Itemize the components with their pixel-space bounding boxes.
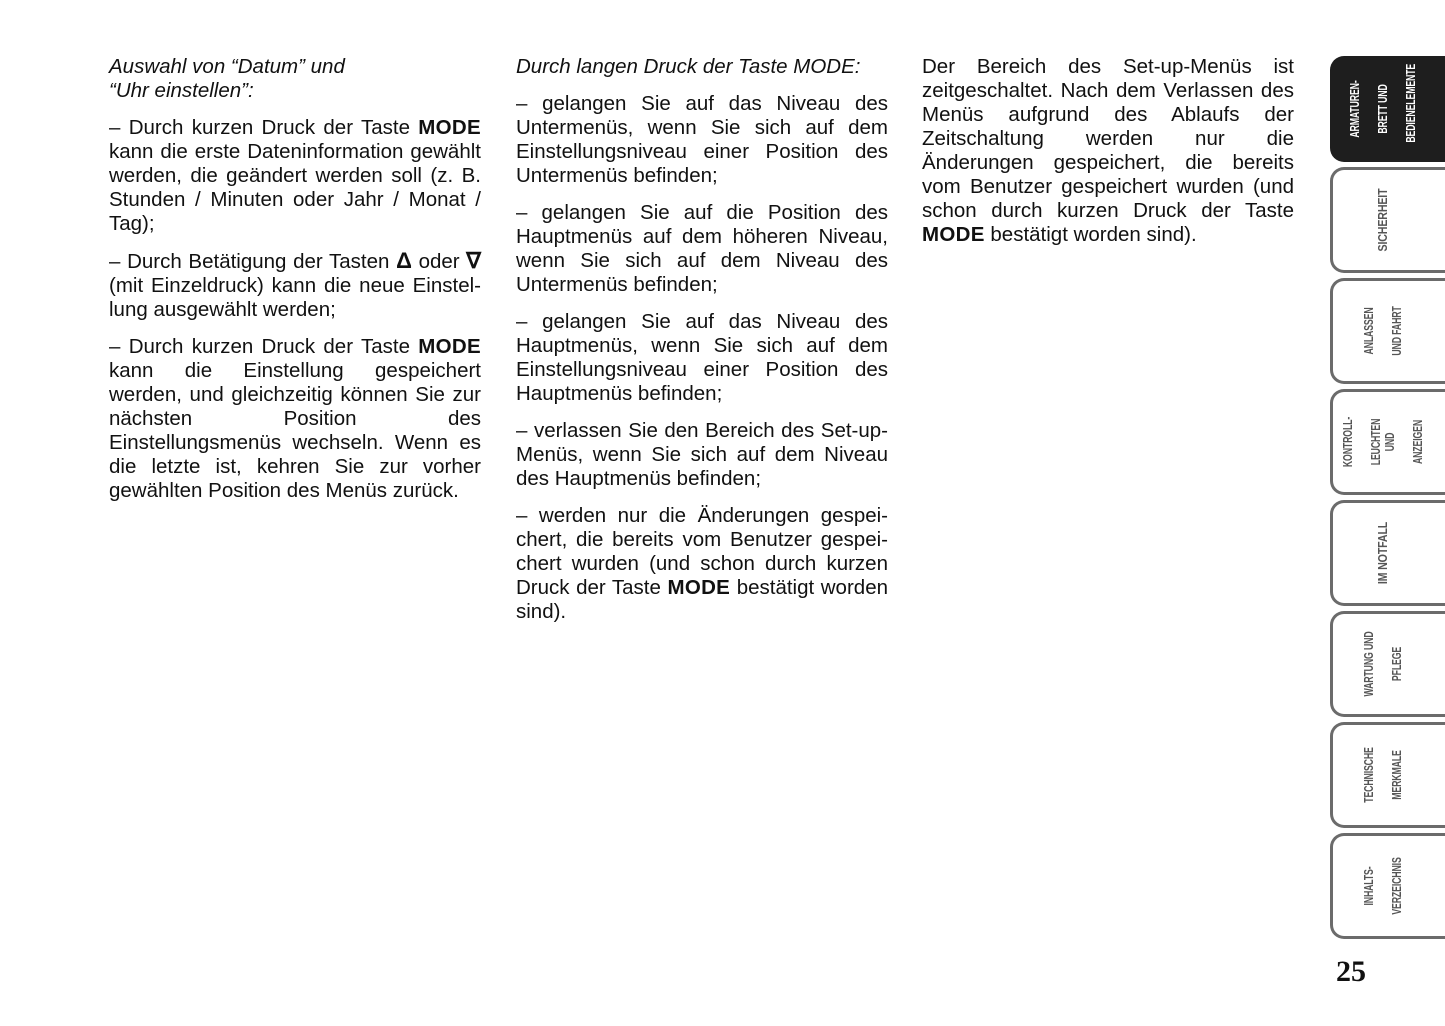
key-mode: MODE [418,116,481,139]
tab-technische-merkmale[interactable] [1330,722,1445,828]
tab-label: ANLASSEN UND FAHRT [1361,306,1404,356]
paragraph: – Durch kurzen Druck der Taste MODE kann die erste Dateninformation gewählt werden, die geändert werden soll (z. B. Stunden / Minuten oder Jahr / Monat / Tag); [109,116,481,235]
tab-label: ARMATUREN- BRETT UND BEDIENELEMENTE [1347,63,1418,143]
section-heading: Durch langen Druck der Taste MODE: [516,55,861,78]
tab-wartung-und-pflege[interactable] [1330,611,1445,717]
tab-label: IM NOTFALL [1375,521,1390,585]
paragraph: – gelangen Sie auf das Niveau des Untermenüs, wenn Sie sich auf dem Einstellungsniveau einer Position des Untermenüs befinden; [516,92,888,187]
column-left [109,55,481,516]
paragraph: – verlassen Sie den Bereich des Set-up-Menüs, wenn Sie sich auf dem Niveau des Hauptmenüs befinden; [516,419,888,490]
key-mode: MODE [922,223,985,246]
paragraph: – werden nur die Änderungen gespeichert, die bereits vom Benutzer gespeichert wurden (und schon durch kurzen Druck der Taste MODE bestätigt worden sind). [516,504,888,623]
column-middle [516,55,888,637]
section-heading: Auswahl von “Datum” und “Uhr einstellen”: [109,55,345,102]
column-right [922,55,1294,260]
paragraph: – Durch Betätigung der Tasten Δ oder ∇ (mit Einzeldruck) kann die neue Einstellung ausgewählt werden; [109,248,482,321]
tab-armaturenbrett[interactable] [1330,56,1445,162]
paragraph: Der Bereich des Set-up-Menüs ist zeitgeschaltet. Nach dem Verlassen des Menüs aufgrund des Ablaufs der Zeitschaltung werden nur die Änderungen gespeichert, die bereits vom Benutzer gespeichert wurden (und schon durch kurzen Druck der Taste MODE bestätigt worden sind). [922,55,1294,246]
tab-label: WARTUNG UND PFLEGE [1361,631,1404,697]
tab-kontrollleuchten[interactable] [1330,389,1445,495]
tab-label: INHALTS- VERZEICHNIS [1361,857,1404,915]
tab-sicherheit[interactable] [1330,167,1445,273]
tab-label: TECHNISCHE MERKMALE [1361,747,1404,803]
tab-inhaltsverzeichnis[interactable] [1330,833,1445,939]
key-mode: MODE [418,335,481,358]
up-arrow-icon: Δ [396,248,412,273]
tab-anlassen-und-fahrt[interactable] [1330,278,1445,384]
down-arrow-icon: ∇ [466,248,482,273]
paragraph: – gelangen Sie auf die Position des Hauptmenüs auf dem höheren Niveau, wenn Sie sich auf dem Niveau des Untermenüs befinden; [516,201,888,296]
paragraph: – Durch kurzen Druck der Taste MODE kann die Einstellung gespeichert werden, und gleichzeitig können Sie zur nächsten Position des Einstellungsmenüs wechseln. Wenn es die letzte ist, kehren Sie zur vorher gewählten Position des Menüs zurück. [109,335,481,502]
tab-label: SICHERHEIT [1375,188,1390,252]
page-number: 25 [1336,955,1366,988]
key-mode: MODE [667,576,731,599]
tab-im-notfall[interactable] [1330,500,1445,606]
tab-label: KONTROLL- LEUCHTEN UND ANZEIGEN [1340,416,1425,468]
paragraph: – gelangen Sie auf das Niveau des Hauptmenüs, wenn Sie sich auf dem Einstellungsniveau einer Position des Hauptmenüs befinden; [516,310,888,405]
